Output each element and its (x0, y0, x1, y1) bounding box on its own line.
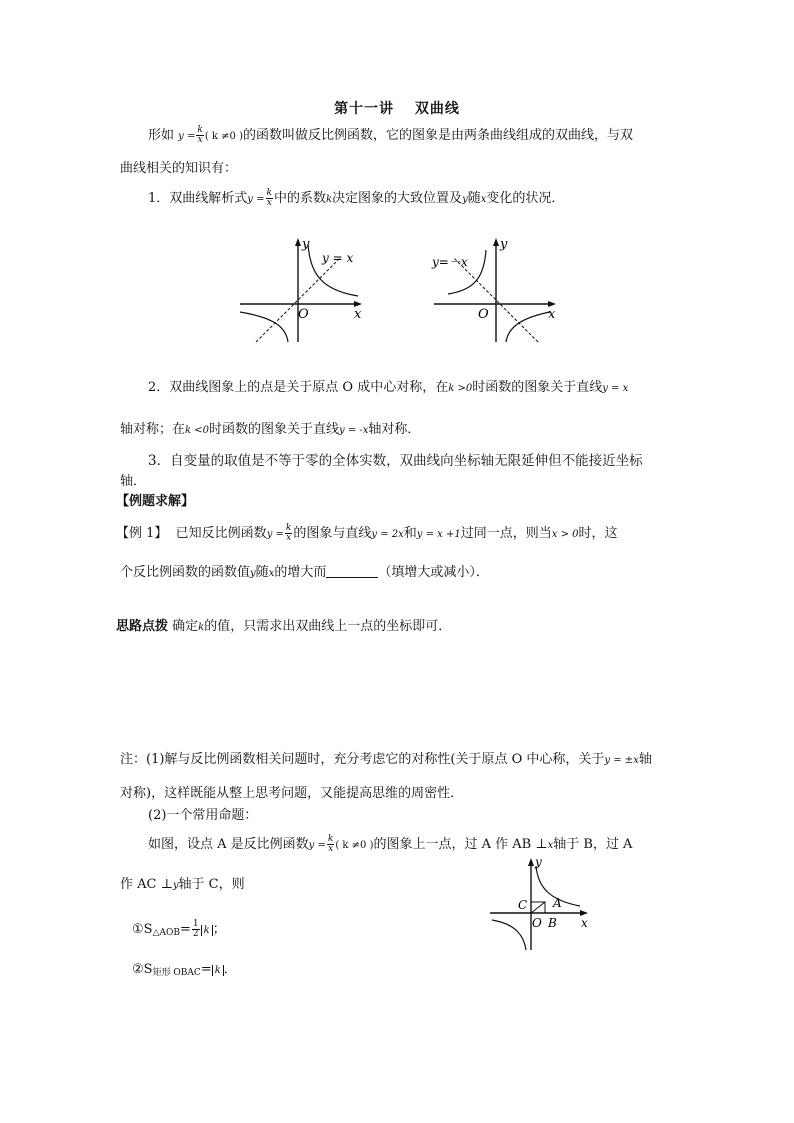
note-line-3: (2)一个常用命题： (148, 808, 258, 823)
svg-text:O: O (532, 916, 542, 930)
graph-k-negative (430, 232, 566, 344)
point-2-line-1: 2．双曲线图象上的点是关于原点 O 成中心对称，在k >0时函数的图象关于直线y = x (148, 380, 629, 395)
point-1: 1．双曲线解析式y = $\frac{k}{x}$ 中的系数k决定图象的大致位置及y随x变化的状况． (148, 188, 565, 208)
svg-text:A: A (553, 896, 562, 910)
note-line-1: 注：(1)解与反比例函数相关问题时，充分考虑它的对称性(关于原点 O 中心称，关于y = ±x轴 (120, 752, 652, 767)
graph-rectangle-area (488, 852, 596, 952)
example-1-line-1: 【例 1】 已知反比例函数y = $\frac{k}{x}$ 的图象与直线y = 2x和y = x +1过同一点，则当x > 0时，这 (116, 523, 618, 543)
point-3-line-2: 轴． (120, 474, 147, 489)
formula-2: $②S_{矩形 OBAC}= k$ ． (132, 962, 237, 978)
svg-text:y: y (535, 855, 542, 869)
origin-label: O (298, 307, 309, 322)
svg-text:B: B (548, 916, 557, 930)
svg-text:y: y (500, 237, 508, 252)
fraction-k-over-x: $\frac{k}{x}$ (197, 125, 203, 145)
line-label: y = x (322, 251, 354, 265)
section-heading: 【例题求解】 (116, 494, 195, 509)
hint: 思路点拨 确定k的值，只需求出双曲线上一点的坐标即可． (116, 619, 452, 634)
intro-line-1: 形如 y = $\frac{k}{x}$ ( k ≠0 )的函数叫做反比例函数，它的图象是由两条曲线组成的双曲线，与双 (148, 125, 633, 145)
example-1-line-2: 个反比例函数的函数值y随x的增大而 （填增大或减小）． (120, 565, 489, 580)
graph-k-positive (236, 232, 372, 344)
formula-1: $①S_{\triangle AOB}=$ $\frac{1}{2}$ k ； (132, 919, 226, 939)
svg-text:x: x (581, 916, 588, 930)
answer-blank[interactable] (326, 565, 378, 578)
page-title: 第十一讲 双曲线 (334, 101, 460, 117)
intro-line-2: 曲线相关的知识有： (120, 161, 238, 176)
point-2-line-2: 轴对称；在k <0时函数的图象关于直线y = -x轴对称． (120, 422, 421, 437)
svg-text:y=－x: y=－x (432, 255, 468, 269)
y-axis-label: y (302, 237, 310, 252)
svg-text:O: O (478, 307, 489, 322)
note-line-4: 如图，设点 A 是反比例函数y = $\frac{k}{x}$ ( k ≠0 )的图象上一点，过 A 作 AB ⊥x轴于 B，过 A (148, 834, 633, 854)
svg-text:x: x (548, 307, 556, 322)
x-axis-label: x (354, 307, 362, 322)
note-line-5: 作 AC ⊥y轴于 C，则 (120, 877, 245, 892)
point-3-line-1: 3．自变量的取值是不等于零的全体实数，双曲线向坐标轴无限延伸但不能接近坐标 (148, 453, 643, 469)
svg-text:C: C (518, 898, 528, 912)
note-line-2: 对称)，这样既能从整上思考问题，又能提高思维的周密性． (120, 786, 464, 801)
